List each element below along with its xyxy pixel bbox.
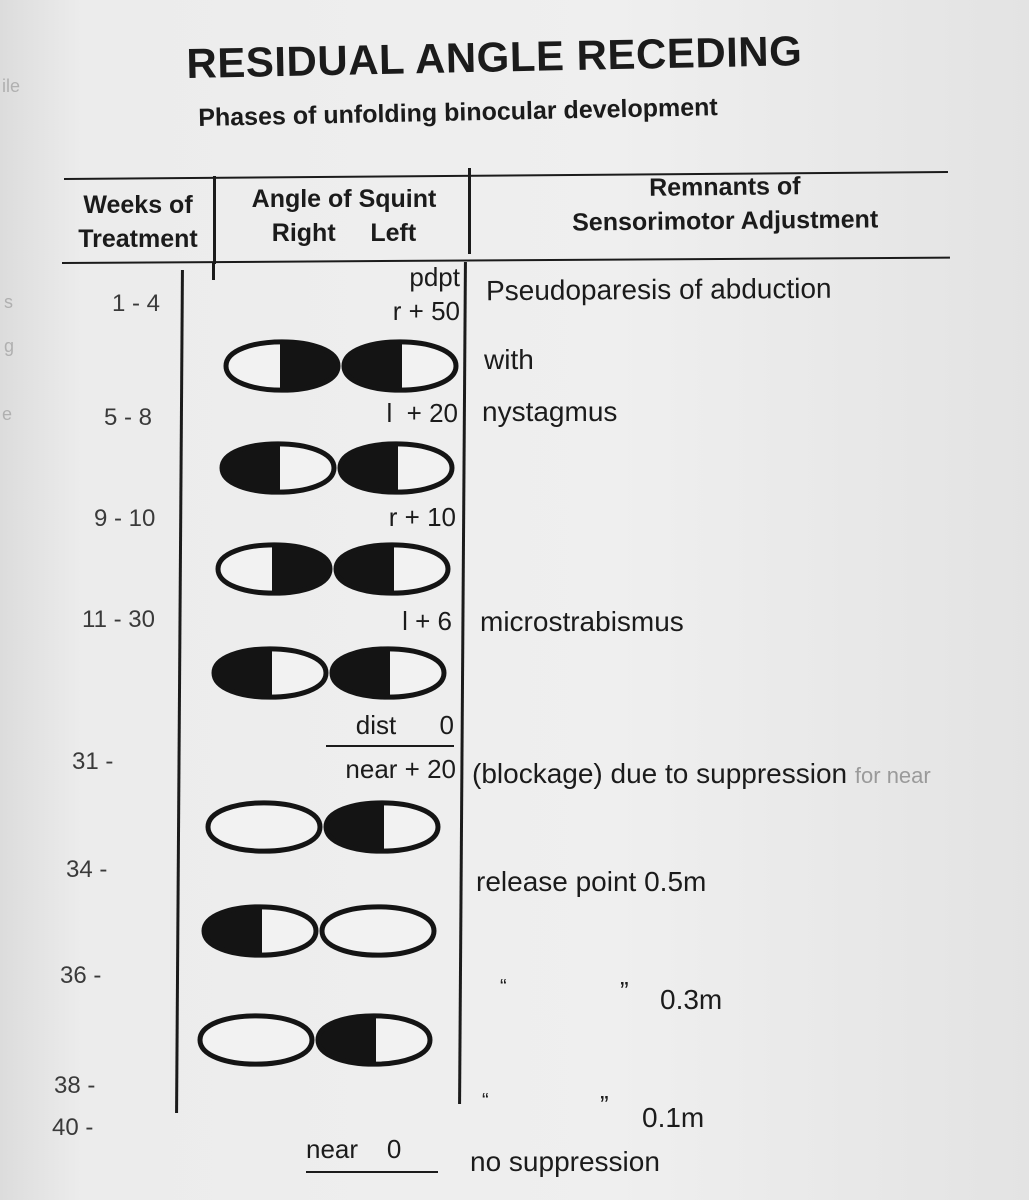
ditto-close: ” [600, 1090, 609, 1120]
header-weeks-line2: Treatment [78, 225, 198, 253]
angle-fraction-denominator: near + 20 [345, 754, 456, 784]
header-weeks [66, 188, 210, 256]
header-angle [224, 182, 464, 250]
header-angle-line2: Right Left [271, 219, 417, 247]
eye-pair [216, 541, 450, 597]
eye-pair [224, 338, 458, 394]
angle-value: l + 6 [402, 606, 452, 636]
ditto-close: ” [620, 976, 629, 1006]
left-eye-icon [330, 645, 444, 701]
left-eye-icon [316, 1012, 430, 1068]
remnant-text: 0.1m [642, 1102, 705, 1133]
eye-pair [202, 903, 436, 959]
column-divider-right [458, 262, 467, 1104]
right-eye-icon [212, 645, 326, 701]
weeks-row: 1 - 4 [112, 290, 161, 317]
header-remnants [520, 168, 931, 240]
header-remnants-line1: Remnants of [648, 172, 801, 202]
column-divider [468, 168, 471, 254]
angle-label: pdpt [409, 262, 460, 292]
right-eye-icon [220, 440, 334, 496]
left-eye-icon [342, 338, 456, 394]
column-divider [212, 262, 215, 280]
left-eye-icon [338, 440, 452, 496]
eye-pair [212, 645, 446, 701]
left-eye-icon [334, 541, 448, 597]
remnant-text: nystagmus [482, 396, 618, 427]
margin-mark: e [2, 404, 13, 424]
remnant-text-main: (blockage) due to suppression [472, 758, 848, 789]
right-eye-icon [200, 1016, 312, 1064]
page-subtitle: Phases of unfolding binocular development [198, 93, 718, 132]
eye-pair [220, 440, 454, 496]
weeks-row: 34 - [66, 856, 108, 883]
margin-mark: g [4, 336, 15, 356]
header-weeks-line1: Weeks of [83, 191, 193, 219]
remnant-text: Pseudoparesis of abduction [485, 272, 832, 307]
remnant-text: with [484, 344, 534, 375]
ditto-open: “ [500, 976, 507, 998]
margin-mark: s [4, 292, 13, 312]
right-eye-icon [218, 541, 332, 597]
column-divider [213, 176, 216, 264]
weeks-row: 5 - 8 [104, 404, 153, 431]
remnant-text [472, 758, 931, 790]
weeks-row: 40 - [52, 1114, 94, 1141]
ditto-open: “ [482, 1090, 489, 1112]
page-title: RESIDUAL ANGLE RECEDING [186, 27, 803, 87]
angle-value: l + 20 [386, 398, 458, 428]
remnant-text: no suppression [470, 1146, 660, 1177]
header-remnants-line2: Sensorimotor Adjustment [572, 205, 879, 237]
eye-pair [198, 1012, 432, 1068]
right-eye-icon [226, 338, 340, 394]
remnant-text: microstrabismus [480, 606, 684, 637]
weeks-row: 9 - 10 [94, 505, 156, 532]
weeks-row: 38 - [54, 1072, 96, 1099]
angle-value: r + 10 [388, 502, 456, 532]
remnant-text: 0.3m [660, 984, 723, 1015]
remnant-text-faded: for near [854, 763, 931, 788]
column-divider-left [175, 270, 184, 1113]
margin-mark: ile [2, 76, 21, 96]
header-angle-line1: Angle of Squint [251, 185, 437, 213]
final-angle: near 0 [306, 1134, 438, 1173]
weeks-row: 11 - 30 [82, 606, 155, 633]
right-eye-icon [202, 903, 316, 959]
left-eye-icon [324, 799, 438, 855]
remnant-text: release point 0.5m [476, 866, 707, 897]
angle-value: r + 50 [392, 296, 460, 326]
angle-fraction-numerator: dist 0 [326, 710, 454, 747]
weeks-row: 36 - [60, 962, 102, 989]
table-header-rule [62, 257, 950, 264]
weeks-row: 31 - [72, 748, 114, 775]
left-eye-icon [322, 907, 434, 955]
right-eye-icon [208, 803, 320, 851]
eye-pair [206, 799, 440, 855]
